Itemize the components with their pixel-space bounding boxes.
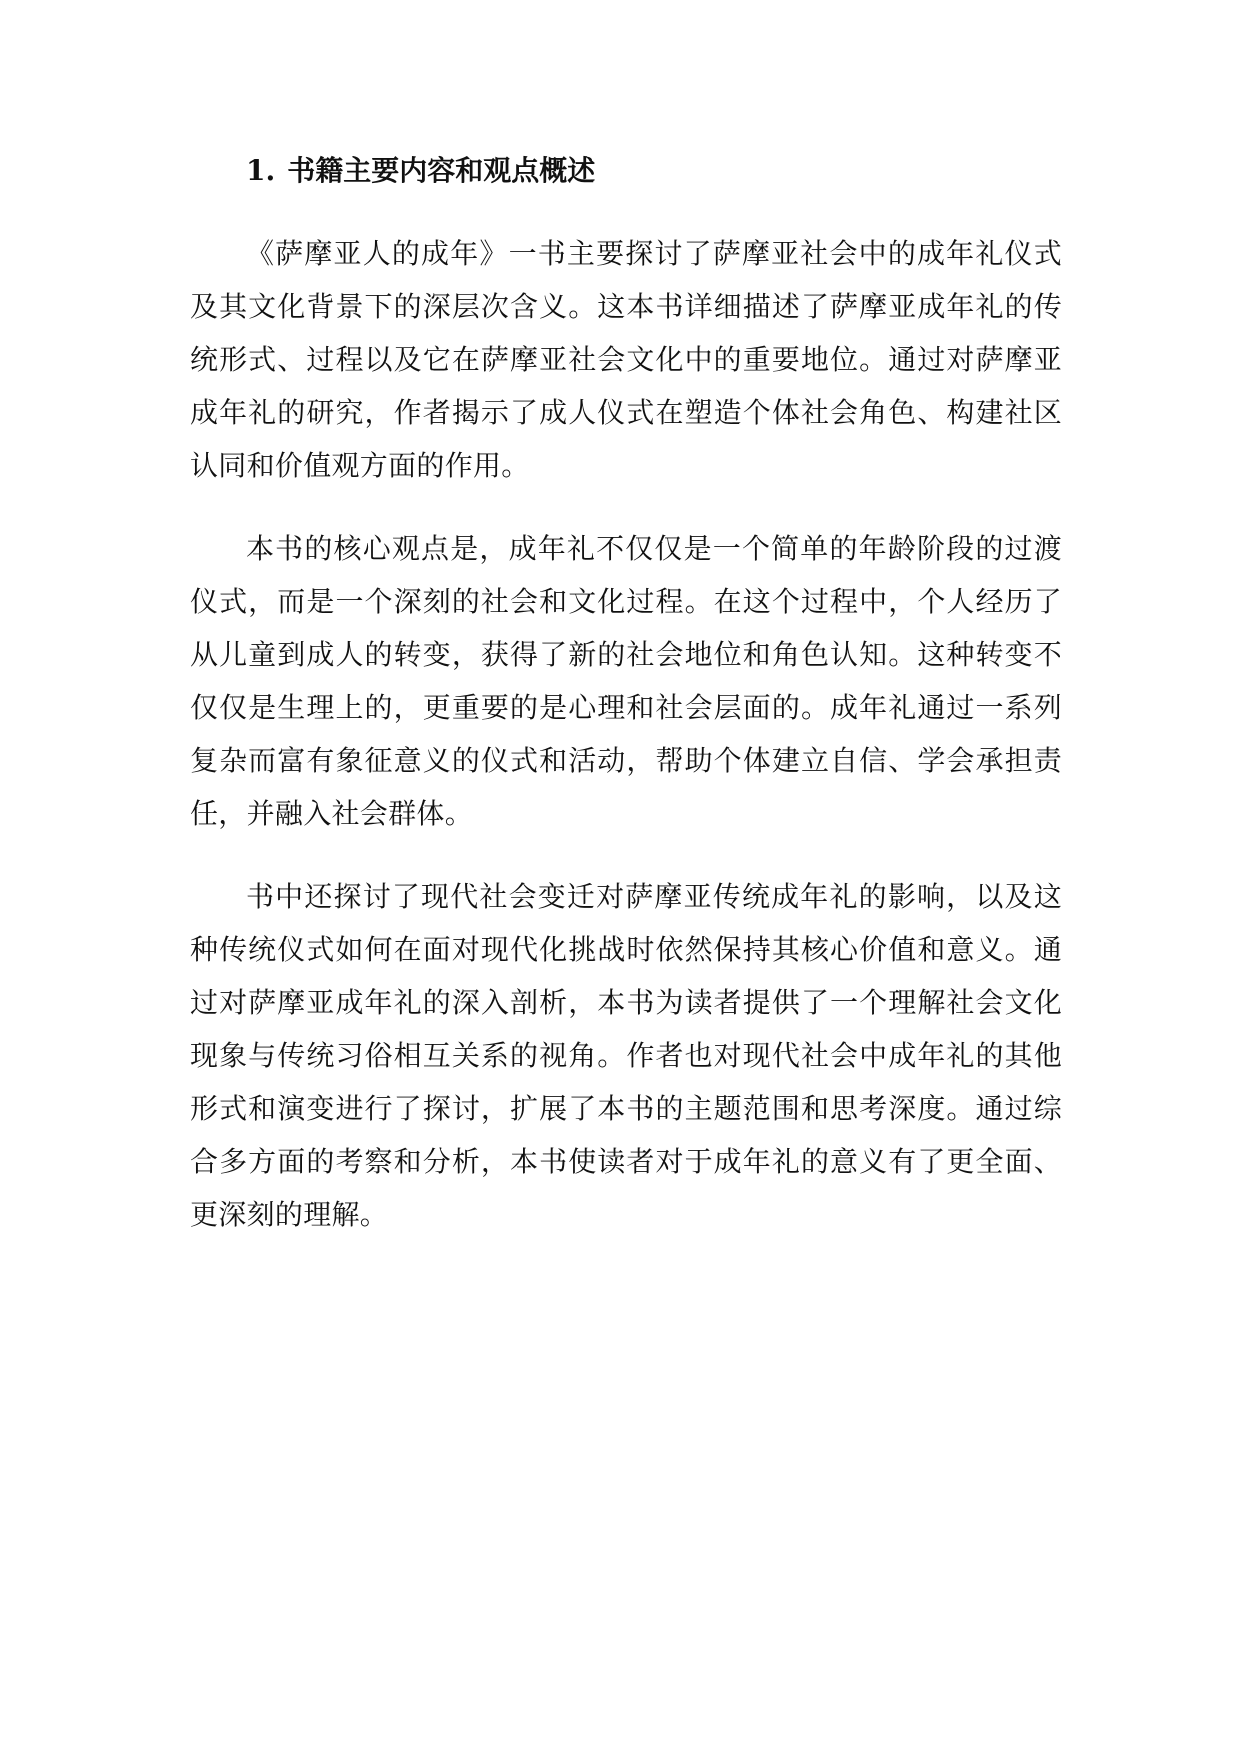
paragraph-core-view: 本书的核心观点是，成年礼不仅仅是一个简单的年龄阶段的过渡仪式，而是一个深刻的社会和文化过程。在这个过程中，个人经历了从儿童到成人的转变，获得了新的社会地位和角色认知。这种转变不仅仅是生理上的，更重要的是心理和社会层面的。成年礼通过一系列复杂而富有象征意义的仪式和活动，帮助个体建立自信、学会承担责任，并融入社会群体。 xyxy=(190,532,1062,830)
section-heading xyxy=(246,145,1062,197)
section-title: 书籍主要内容和观点概述 xyxy=(287,154,596,187)
paragraph-intro: 《萨摩亚人的成年》一书主要探讨了萨摩亚社会中的成年礼仪式及其文化背景下的深层次含义。这本书详细描述了萨摩亚成年礼的传统形式、过程以及它在萨摩亚社会文化中的重要地位。通过对萨摩亚成年礼的研究，作者揭示了成人仪式在塑造个体社会角色、构建社区认同和价值观方面的作用。 xyxy=(190,237,1062,482)
document-body xyxy=(190,145,1062,1271)
paragraph-modern-change: 书中还探讨了现代社会变迁对萨摩亚传统成年礼的影响，以及这种传统仪式如何在面对现代化挑战时依然保持其核心价值和意义。通过对萨摩亚成年礼的深入剖析，本书为读者提供了一个理解社会文化现象与传统习俗相互关系的视角。作者也对现代社会中成年礼的其他形式和演变进行了探讨，扩展了本书的主题范围和思考深度。通过综合多方面的考察和分析，本书使读者对于成年礼的意义有了更全面、更深刻的理解。 xyxy=(190,880,1062,1231)
section-number: 1. xyxy=(246,154,276,187)
